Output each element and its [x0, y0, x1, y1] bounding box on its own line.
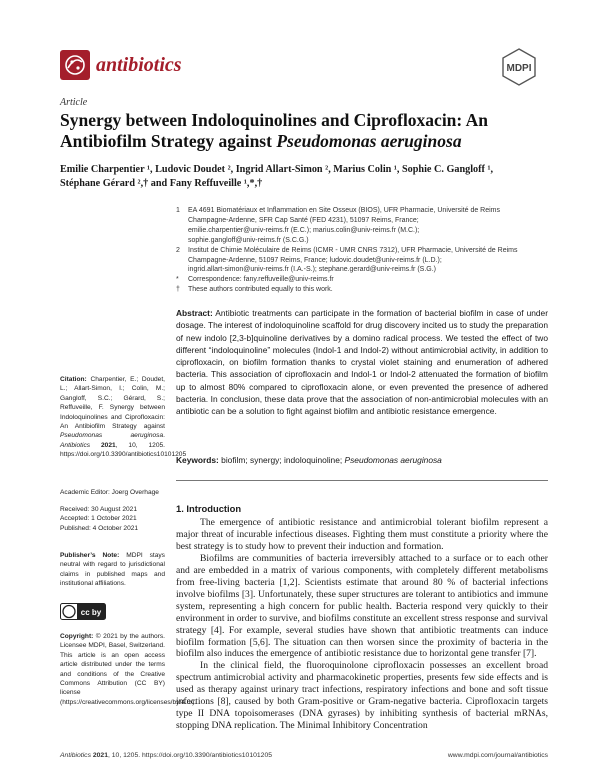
dates: [60, 505, 165, 533]
affiliation-1: [176, 206, 546, 246]
title-species: Pseudomonas aeruginosa: [276, 131, 462, 151]
keywords-label: Keywords:: [176, 455, 219, 465]
introduction-body: [176, 517, 548, 732]
citation-label: Citation:: [60, 376, 87, 383]
affiliation-marker: 1: [176, 207, 180, 214]
footer-journal-url[interactable]: www.mdpi.com/journal/antibiotics: [447, 752, 548, 759]
title-line-1: Synergy between Indoloquinolines and Ciprofloxacin: An: [60, 110, 489, 130]
affiliation-line: These authors contributed equally to this work.: [188, 286, 333, 294]
cc-badge-text: cc by: [80, 608, 102, 617]
affiliation-line: Champagne-Ardenne, SFR Cap Santé (FED 4231), 51097 Reims, France;: [188, 216, 419, 224]
affiliation-marker: 2: [176, 246, 180, 254]
equal-contribution-note: [176, 285, 546, 295]
affiliation-line: Champagne-Ardenne, 51097 Reims, France; ludovic.doudet@univ-reims.fr (L.D.);: [188, 256, 442, 264]
footer-citation: [60, 752, 272, 759]
cc-by-license-icon[interactable]: [60, 603, 106, 620]
author-list: [60, 163, 540, 191]
authors-line-1[interactable]: Emilie Charpentier ¹, Ludovic Doudet ², Ingrid Allart-Simon ², Marius Colin ¹, Sophie C. Gangloff ¹,: [60, 164, 494, 175]
abstract: [176, 307, 548, 417]
affiliation-email[interactable]: emilie.charpentier@univ-reims.fr (E.C.); marius.colin@univ-reims.fr (M.C.);: [188, 226, 420, 234]
accepted-date: Accepted: 1 October 2021: [60, 515, 137, 523]
publisher-note-text: MDPI stays neutral with regard to jurisdictional claims in published maps and institutional affiliations.: [60, 552, 165, 588]
citation-journal: Antibiotics: [60, 441, 91, 449]
affiliation-marker: *: [176, 276, 179, 284]
affiliation-line: Institut de Chimie Moléculaire de Reims (ICMR - UMR CNRS 7312), UFR Pharmacie, Université de Reims: [188, 246, 518, 254]
title-line-2: Antibiofilm Strategy against: [60, 131, 277, 151]
affiliations: [176, 206, 546, 295]
citation-block: [60, 375, 187, 460]
affiliation-marker: †: [176, 286, 180, 294]
footer-journal: Antibiotics: [60, 752, 91, 759]
publisher-note: [60, 551, 165, 589]
keywords-species: Pseudomonas aeruginosa: [344, 455, 442, 465]
publisher-note-label: Publisher’s Note:: [60, 552, 120, 559]
keywords: [176, 455, 548, 465]
mdpi-logo-icon: [500, 48, 538, 86]
citation-year: 2021: [100, 441, 116, 449]
affiliation-email[interactable]: sophie.gangloff@univ-reims.fr (S.C.G.): [188, 236, 309, 244]
divider: [176, 480, 548, 481]
received-date: Received: 30 August 2021: [60, 506, 137, 513]
footer-year: 2021: [92, 752, 108, 759]
journal-logo-icon: [60, 50, 90, 80]
intro-paragraph-3: In the clinical field, the fluoroquinolone ciprofloxacin possesses an excellent broad spectrum antimicrobial activity and pharmacokinetic properties, presents few side effects and is used as therapy against urinary tract infections, respiratory infections and bone and soft tissue infections [8], caused by both Gram-positive or Gram-negative bacteria. Ciprofloxacin targets type II DNA topoisomerases (DNA gyrases) by inhibiting synthesis of bacterial mRNAs, stopping DNA replication. The Minimal Inhibitory Concentration: [176, 660, 548, 732]
published-date: Published: 4 October 2021: [60, 524, 139, 532]
article-title: [60, 110, 550, 152]
citation-doi-link[interactable]: , 10, 1205. https://doi.org/10.3390/antibiotics10101205: [60, 441, 187, 459]
correspondence: [176, 275, 546, 285]
intro-paragraph-1: The emergence of antibiotic resistance and antimicrobial tolerant biofilm represent a major threat of incurable infectious diseases. Fighting them must constitute a priority where the best strategy is to study how to prevent their induction and formation.: [176, 517, 548, 552]
correspondence-email[interactable]: Correspondence: fany.reffuveille@univ-reims.fr: [188, 276, 334, 284]
section-heading-introduction: 1. Introduction: [176, 503, 242, 514]
affiliation-2: [176, 246, 546, 276]
citation-species: Pseudomonas aeruginosa: [60, 432, 164, 440]
abstract-text: Antibiotic treatments can participate in the formation of bacterial biofilm in case of under dosage. The interest of indoloquinoline scaffold for drug discovery incited us to study the preparation of new indolo [2,3-b]quinoline derivatives by a domino radical process. We tested the effect of two different “indoloquinoline” molecules (Indol-1 and Indol-2) without antimicrobial activity, in addition to ciprofloxacin, on biofilm formation thanks to crystal violet staining and enumeration of adhered bacteria. This association of ciprofloxacin and Indol-1 or Indol-2 attenuated the formation of biofilm up to almost 80% compared to ciprofloxacin alone, or even prevented the presence of adhered bacteria. In conclusion, these data prove that the association of non-antimicrobial molecules with an antibiotic can be a solution to fight against biofilm and antibiotic resistance emergence.: [176, 308, 548, 416]
article-type: Article: [60, 97, 88, 108]
keywords-text: biofilm; synergy; indoloquinoline;: [221, 455, 345, 465]
copyright-text: © 2021 by the authors. Licensee MDPI, Basel, Switzerland. This article is an open access article distributed under the terms and conditions of the Creative Commons Attribution (CC BY) license (https://creativecommons.org/licenses/by/4.0/).: [60, 633, 197, 706]
journal-name: antibiotics: [96, 54, 182, 76]
footer-doi-link[interactable]: , 10, 1205. https://doi.org/10.3390/antibiotics10101205: [108, 752, 273, 759]
affiliation-line: EA 4691 Biomatériaux et Inflammation en Site Osseux (BIOS), UFR Pharmacie, Université de Reims: [188, 207, 501, 214]
copyright-block: [60, 632, 197, 707]
authors-line-2[interactable]: Stéphane Gérard ²,† and Fany Reffuveille ¹,*,†: [60, 178, 263, 189]
mdpi-logo-text: MDPI: [506, 63, 532, 74]
citation-sep: .: [163, 432, 165, 440]
copyright-label: Copyright:: [60, 633, 94, 640]
affiliation-email[interactable]: ingrid.allart-simon@univ-reims.fr (I.A.-S.); stephane.gerard@univ-reims.fr (S.G.): [188, 266, 436, 274]
abstract-label: Abstract:: [176, 308, 213, 318]
academic-editor: Academic Editor: Joerg Overhage: [60, 489, 159, 496]
intro-paragraph-2: Biofilms are communities of bacteria irreversibly attached to a surface or to each other and are embedded in a matrix of various components, with completely different metabolisms from free-living bacteria [1,2]. Scientists estimate that around 80 % of bacterial infections involve biofilms [3]. Unfortunately, these super structures are tolerant to antibiotics and immune system, representing a high concern for public health. Bacteria respond very quickly to their environment in order to survive, and biofilms constitute an excellent stress response and survival strategy [4]. For example, several studies have shown that antibiotic treatments can induce biofilm formation [5,6]. The situation can then worsen since the proximity of bacteria in the biofilm also induces the emergence of antibiotic resistance due to horizontal gene transfer [7].: [176, 552, 548, 660]
citation-text: Charpentier, E.; Doudet, L.; Allart-Simon, I.; Colin, M.; Gangloff, S.C.; Gérard, S.; Reffuveille, F. Synergy between Indoloquinolines and Ciprofloxacin: An Antibiofilm Strategy against: [60, 376, 165, 431]
